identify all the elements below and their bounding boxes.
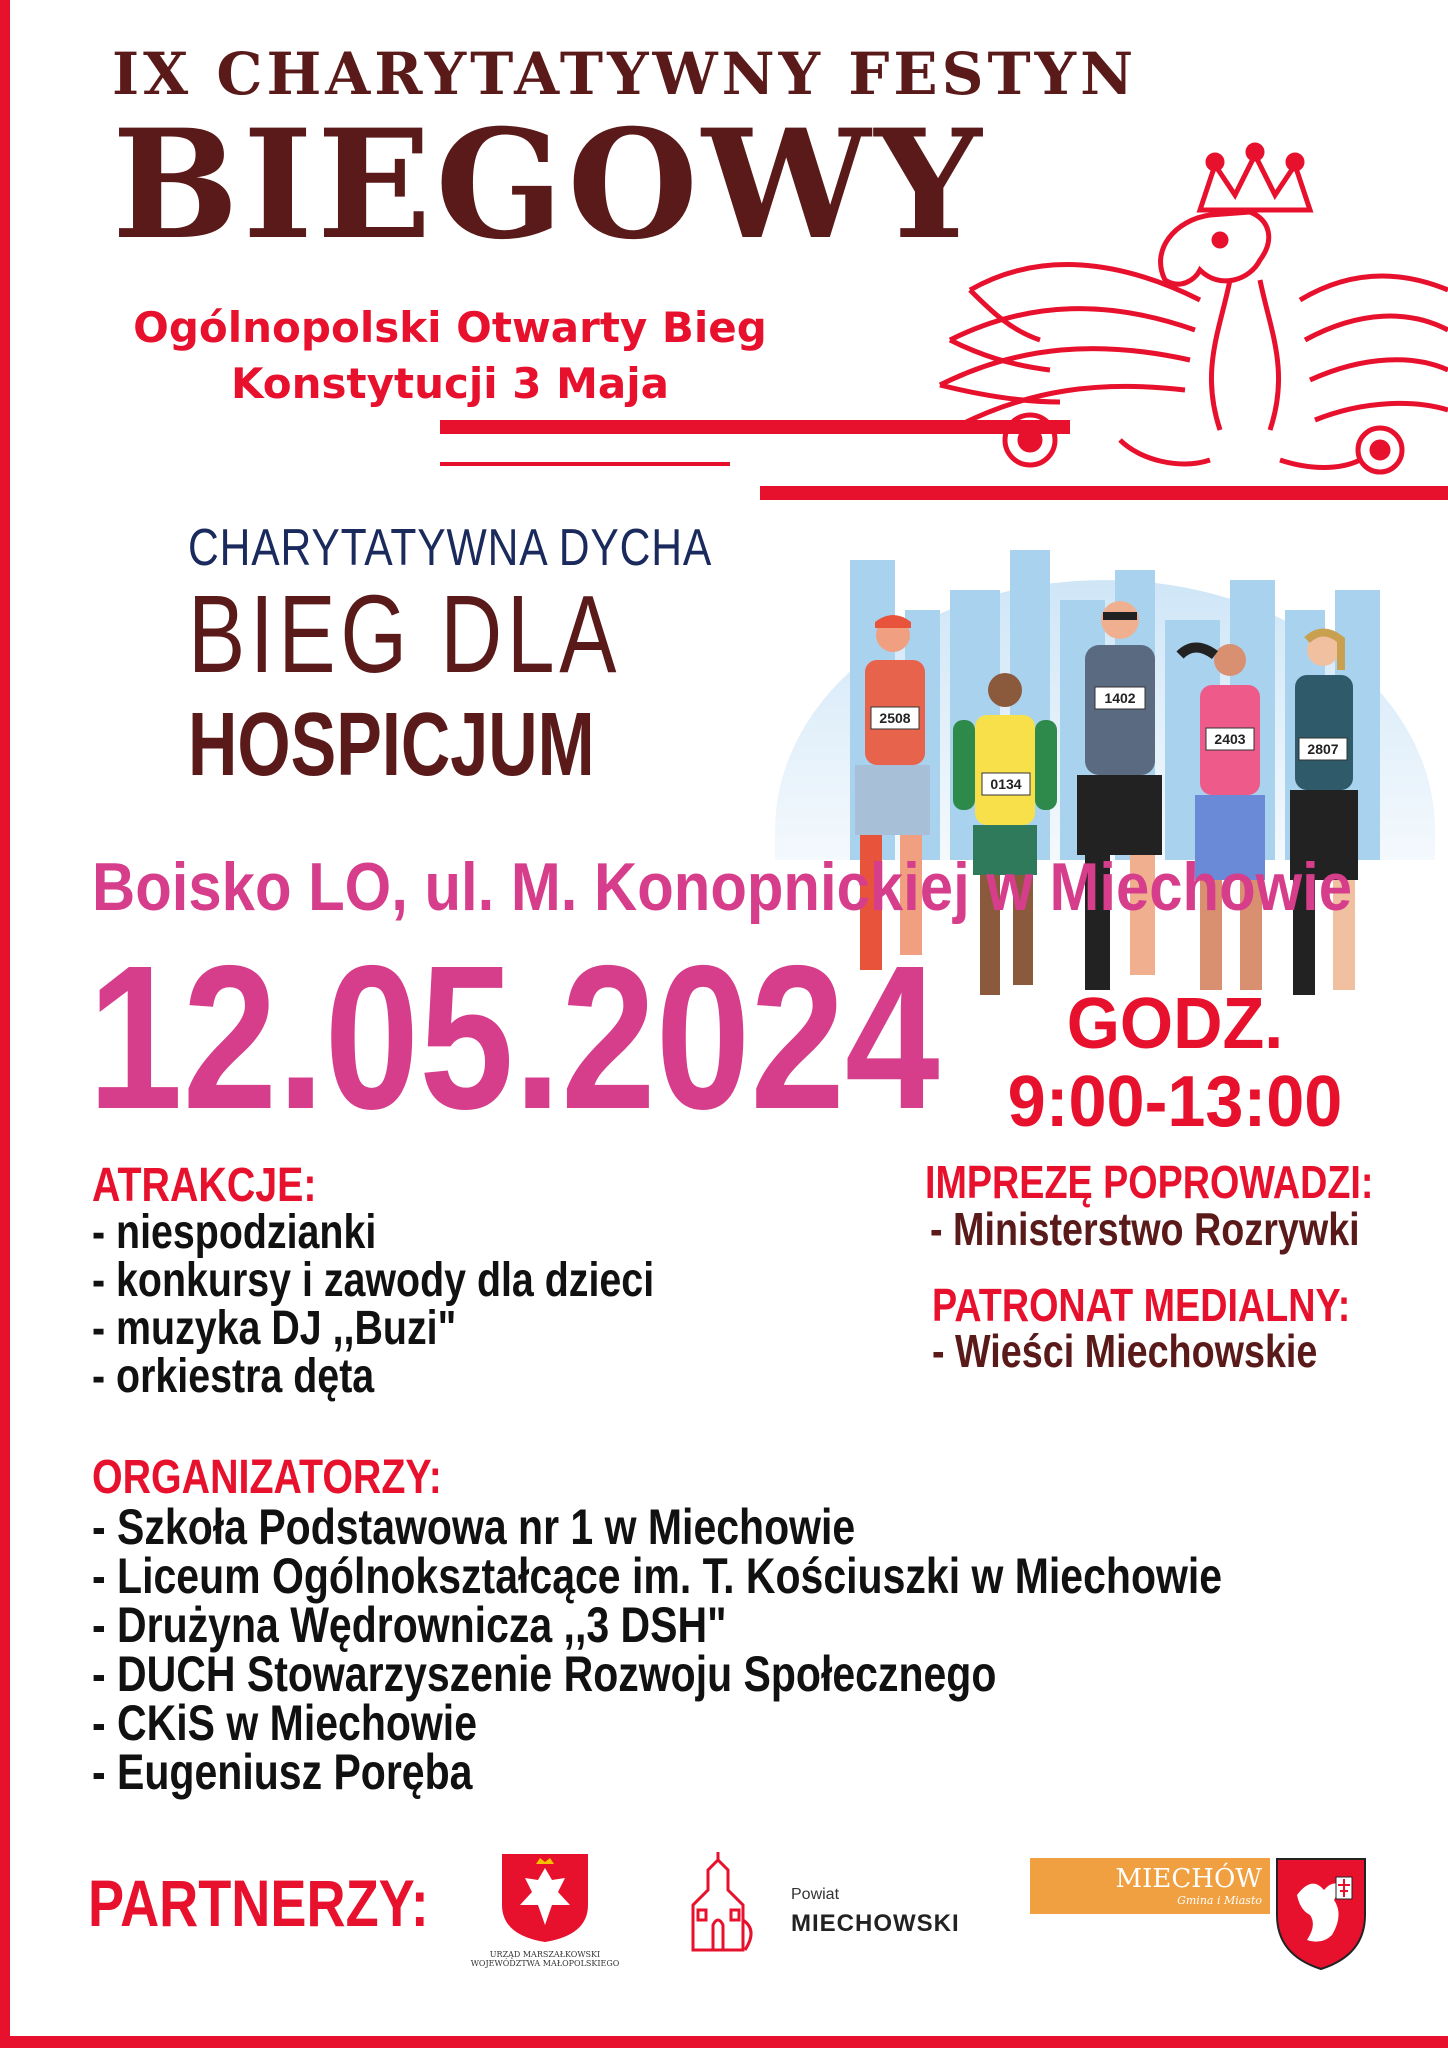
event-name-line1: BIEG DLA (188, 573, 622, 696)
malopolska-crest-icon (470, 1850, 620, 1945)
attraction-item: - muzyka DJ ,,Buzi" (92, 1302, 457, 1355)
runner-3 (1077, 601, 1162, 990)
time-label: GODZ. (1066, 984, 1284, 1064)
partner-logo-malopolska (470, 1850, 620, 1975)
poster-bottom-border (0, 2036, 1448, 2048)
powiat-castle-icon (683, 1850, 763, 1960)
organizer-item: - DUCH Stowarzyszenie Rozwoju Społecznego (92, 1646, 997, 1702)
poster-left-border (0, 0, 10, 2048)
bib-5: 2807 (1307, 741, 1339, 757)
event-tagline: CHARYTATYWNA DYCHA (188, 519, 713, 577)
media-heading: PATRONAT MEDIALNY: (932, 1279, 1351, 1331)
host-value: - Ministerstwo Rozrywki (930, 1203, 1360, 1255)
partners-heading: PARTNERZY: (88, 1866, 429, 1940)
runner-5 (1290, 633, 1358, 996)
powiat-label: Powiat (791, 1886, 840, 1903)
event-date: 12.05.2024 (88, 923, 940, 1152)
partner-logo-powiat (683, 1850, 983, 1960)
festival-title-line2: BIEGOWY (112, 97, 986, 273)
miechow-banner (1030, 1858, 1270, 1914)
powiat-name: MIECHOWSKI (791, 1910, 960, 1937)
attraction-item: - konkursy i zawody dla dzieci (92, 1254, 655, 1307)
miechow-sub: Gmina i Miasto (1177, 1894, 1262, 1907)
festival-title-line1: IX CHARYTATYWNY FESTYN (112, 40, 1138, 108)
miechow-crest-icon (1272, 1855, 1370, 1973)
decorative-bar-lower (760, 486, 1448, 500)
bib-4: 2403 (1214, 731, 1246, 747)
media-value: - Wieści Miechowskie (932, 1325, 1318, 1377)
decorative-bar (440, 420, 1070, 434)
bib-1: 2508 (879, 710, 911, 726)
host-heading: IMPREZĘ POPROWADZI: (925, 1156, 1374, 1208)
organizer-item: - Eugeniusz Poręba (92, 1744, 473, 1800)
organizer-item: - Drużyna Wędrownicza ,,3 DSH" (92, 1597, 727, 1653)
event-time (971, 985, 1380, 1141)
decorative-line (440, 462, 730, 466)
subtitle-line2: Konstytucji 3 Maja (230, 359, 670, 408)
event-name-line2: HOSPICJUM (188, 695, 595, 795)
partner-logo-miechow (1030, 1855, 1370, 1975)
miechow-name: MIECHÓW (1115, 1864, 1262, 1894)
malopolska-caption-line1: URZĄD MARSZAŁKOWSKI (489, 1950, 601, 1959)
bib-2: 0134 (990, 776, 1022, 792)
organizer-item: - CKiS w Miechowie (92, 1695, 478, 1751)
attraction-item: - orkiestra dęta (92, 1350, 375, 1403)
time-range: 9:00-13:00 (1007, 1062, 1343, 1142)
bib-3: 1402 (1104, 690, 1136, 706)
organizer-item: - Szkoła Podstawowa nr 1 w Miechowie (92, 1499, 856, 1555)
subtitle-line1: Ogólnopolski Otwarty Bieg (133, 303, 767, 352)
attraction-item: - niespodzianki (92, 1206, 377, 1259)
event-location: Boisko LO, ul. M. Konopnickiej w Miechowie (92, 849, 1353, 925)
malopolska-caption-line2: WOJEWÓDZTWA MAŁOPOLSKIEGO (470, 1959, 620, 1968)
subtitle (90, 300, 810, 412)
organizer-item: - Liceum Ogólnokształcące im. T. Kościuszki w Miechowie (92, 1548, 1223, 1604)
organizers-heading: ORGANIZATORZY: (92, 1451, 442, 1504)
attractions-heading: ATRAKCJE: (92, 1159, 317, 1212)
